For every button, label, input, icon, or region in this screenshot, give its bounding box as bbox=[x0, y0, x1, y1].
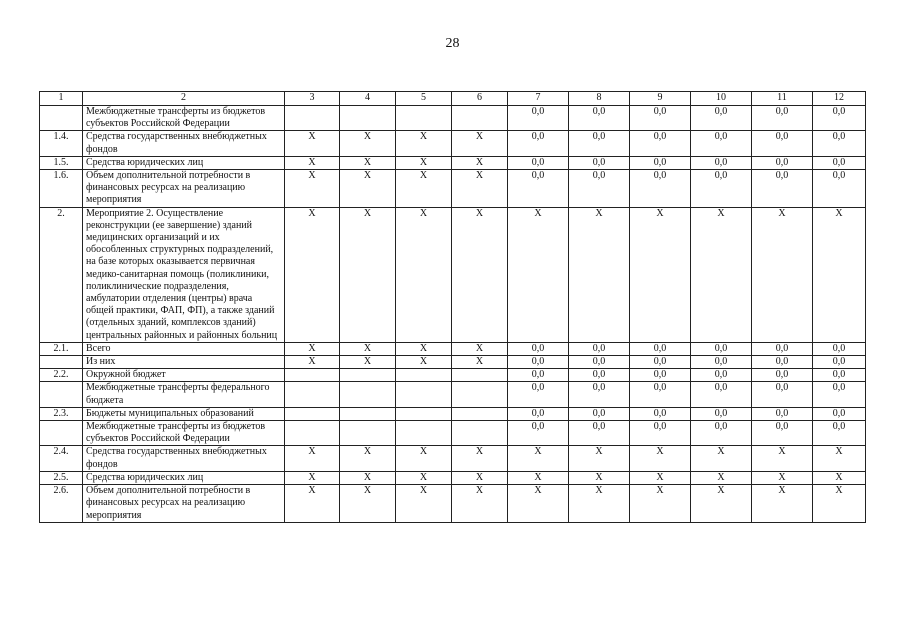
value-cell: Х bbox=[508, 207, 569, 342]
row-name-cell: Всего bbox=[83, 342, 285, 355]
value-cell: 0,0 bbox=[569, 382, 630, 407]
value-cell: Х bbox=[569, 446, 630, 471]
value-cell: 0,0 bbox=[508, 342, 569, 355]
value-cell: Х bbox=[813, 471, 866, 484]
value-cell: 0,0 bbox=[813, 106, 866, 131]
value-cell: Х bbox=[813, 446, 866, 471]
value-cell: 0,0 bbox=[813, 342, 866, 355]
row-name-cell: Средства государственных внебюджетных фондов bbox=[83, 131, 285, 156]
value-cell: 0,0 bbox=[508, 369, 569, 382]
value-cell: 0,0 bbox=[508, 356, 569, 369]
value-cell: Х bbox=[508, 471, 569, 484]
value-cell: 0,0 bbox=[508, 382, 569, 407]
value-cell: 0,0 bbox=[813, 407, 866, 420]
value-cell: 0,0 bbox=[752, 382, 813, 407]
value-cell: Х bbox=[340, 485, 396, 523]
value-cell: 0,0 bbox=[569, 342, 630, 355]
value-cell: 0,0 bbox=[813, 382, 866, 407]
value-cell: Х bbox=[752, 446, 813, 471]
row-name-cell: Межбюджетные трансферты федерального бюджета bbox=[83, 382, 285, 407]
table-row bbox=[40, 156, 866, 169]
value-cell bbox=[340, 369, 396, 382]
value-cell: 0,0 bbox=[691, 356, 752, 369]
value-cell bbox=[396, 106, 452, 131]
value-cell: Х bbox=[340, 471, 396, 484]
value-cell: Х bbox=[508, 446, 569, 471]
row-number-cell bbox=[40, 382, 83, 407]
value-cell: Х bbox=[285, 485, 340, 523]
value-cell: Х bbox=[396, 207, 452, 342]
value-cell bbox=[452, 106, 508, 131]
value-cell bbox=[285, 369, 340, 382]
value-cell: 0,0 bbox=[630, 369, 691, 382]
value-cell: 0,0 bbox=[752, 131, 813, 156]
value-cell: 0,0 bbox=[630, 356, 691, 369]
column-header: 10 bbox=[691, 92, 752, 106]
column-header: 12 bbox=[813, 92, 866, 106]
value-cell: Х bbox=[452, 342, 508, 355]
value-cell: 0,0 bbox=[752, 369, 813, 382]
value-cell: 0,0 bbox=[813, 156, 866, 169]
value-cell: Х bbox=[813, 485, 866, 523]
value-cell: Х bbox=[285, 471, 340, 484]
value-cell: Х bbox=[285, 170, 340, 208]
value-cell: 0,0 bbox=[569, 356, 630, 369]
table-row bbox=[40, 382, 866, 407]
value-cell: 0,0 bbox=[569, 131, 630, 156]
value-cell: Х bbox=[396, 342, 452, 355]
table-body bbox=[40, 106, 866, 523]
value-cell: 0,0 bbox=[691, 342, 752, 355]
value-cell: 0,0 bbox=[691, 156, 752, 169]
value-cell bbox=[452, 421, 508, 446]
value-cell: Х bbox=[691, 485, 752, 523]
value-cell: Х bbox=[396, 131, 452, 156]
table-row bbox=[40, 131, 866, 156]
value-cell: 0,0 bbox=[813, 369, 866, 382]
row-name-cell: Бюджеты муниципальных образований bbox=[83, 407, 285, 420]
value-cell: Х bbox=[752, 485, 813, 523]
value-cell: Х bbox=[630, 485, 691, 523]
value-cell: Х bbox=[452, 170, 508, 208]
value-cell: Х bbox=[340, 207, 396, 342]
value-cell: Х bbox=[396, 156, 452, 169]
value-cell: 0,0 bbox=[691, 421, 752, 446]
header-row bbox=[40, 92, 866, 106]
value-cell: Х bbox=[285, 356, 340, 369]
column-header: 9 bbox=[630, 92, 691, 106]
value-cell bbox=[285, 421, 340, 446]
value-cell: 0,0 bbox=[691, 170, 752, 208]
value-cell bbox=[340, 407, 396, 420]
value-cell bbox=[396, 421, 452, 446]
value-cell: 0,0 bbox=[752, 356, 813, 369]
table-row bbox=[40, 356, 866, 369]
value-cell: 0,0 bbox=[569, 156, 630, 169]
table-row bbox=[40, 407, 866, 420]
value-cell: Х bbox=[452, 471, 508, 484]
value-cell: Х bbox=[396, 471, 452, 484]
value-cell: 0,0 bbox=[569, 170, 630, 208]
value-cell bbox=[452, 382, 508, 407]
row-name-cell: Межбюджетные трансферты из бюджетов субъектов Российской Федерации bbox=[83, 106, 285, 131]
value-cell: Х bbox=[813, 207, 866, 342]
value-cell: Х bbox=[691, 446, 752, 471]
row-name-cell: Межбюджетные трансферты из бюджетов субъектов Российской Федерации bbox=[83, 421, 285, 446]
value-cell: 0,0 bbox=[569, 106, 630, 131]
table-row bbox=[40, 342, 866, 355]
value-cell: 0,0 bbox=[691, 369, 752, 382]
row-name-cell: Мероприятие 2. Осуществление реконструкции (ее завершение) зданий медицинских организаций и их обособленных структурных подразделений, на базе которых оказывается первичная медико-санитарная помощь (поликлиники, поликлинические подразделения, амбулатории отделения (центры) врача общей практики, ФАП, ФП), а также зданий (отдельных зданий, комплексов зданий) центральных районных и районных больниц bbox=[83, 207, 285, 342]
column-header: 5 bbox=[396, 92, 452, 106]
column-header: 4 bbox=[340, 92, 396, 106]
value-cell: Х bbox=[569, 485, 630, 523]
row-number-cell: 2. bbox=[40, 207, 83, 342]
row-number-cell: 2.1. bbox=[40, 342, 83, 355]
value-cell: 0,0 bbox=[813, 421, 866, 446]
value-cell: 0,0 bbox=[508, 421, 569, 446]
table-row bbox=[40, 106, 866, 131]
value-cell: Х bbox=[285, 342, 340, 355]
row-name-cell: Объем дополнительной потребности в финансовых ресурсах на реализацию мероприятия bbox=[83, 170, 285, 208]
row-number-cell bbox=[40, 106, 83, 131]
value-cell: 0,0 bbox=[691, 407, 752, 420]
row-name-cell: Объем дополнительной потребности в финансовых ресурсах на реализацию мероприятия bbox=[83, 485, 285, 523]
value-cell bbox=[340, 382, 396, 407]
value-cell: Х bbox=[452, 156, 508, 169]
value-cell: 0,0 bbox=[569, 407, 630, 420]
table-header bbox=[40, 92, 866, 106]
value-cell: Х bbox=[691, 207, 752, 342]
value-cell: 0,0 bbox=[569, 369, 630, 382]
table-row bbox=[40, 446, 866, 471]
value-cell: 0,0 bbox=[630, 131, 691, 156]
value-cell bbox=[285, 106, 340, 131]
value-cell bbox=[396, 382, 452, 407]
value-cell: 0,0 bbox=[508, 170, 569, 208]
row-name-cell: Средства юридических лиц bbox=[83, 156, 285, 169]
value-cell bbox=[452, 369, 508, 382]
value-cell: Х bbox=[752, 207, 813, 342]
value-cell: 0,0 bbox=[630, 382, 691, 407]
row-name-cell: Из них bbox=[83, 356, 285, 369]
row-number-cell: 1.5. bbox=[40, 156, 83, 169]
value-cell: 0,0 bbox=[752, 170, 813, 208]
value-cell: Х bbox=[340, 156, 396, 169]
value-cell: 0,0 bbox=[813, 170, 866, 208]
value-cell: Х bbox=[396, 485, 452, 523]
value-cell: 0,0 bbox=[752, 342, 813, 355]
value-cell: 0,0 bbox=[569, 421, 630, 446]
value-cell bbox=[396, 407, 452, 420]
row-number-cell: 2.5. bbox=[40, 471, 83, 484]
column-header: 3 bbox=[285, 92, 340, 106]
table-row bbox=[40, 485, 866, 523]
value-cell bbox=[285, 407, 340, 420]
row-number-cell: 2.2. bbox=[40, 369, 83, 382]
value-cell: 0,0 bbox=[630, 407, 691, 420]
column-header: 8 bbox=[569, 92, 630, 106]
value-cell: Х bbox=[285, 446, 340, 471]
value-cell: Х bbox=[285, 156, 340, 169]
value-cell: 0,0 bbox=[508, 106, 569, 131]
row-number-cell bbox=[40, 421, 83, 446]
column-header: 7 bbox=[508, 92, 569, 106]
row-name-cell: Средства государственных внебюджетных фондов bbox=[83, 446, 285, 471]
table-row bbox=[40, 207, 866, 342]
value-cell bbox=[396, 369, 452, 382]
value-cell: Х bbox=[340, 170, 396, 208]
value-cell: 0,0 bbox=[691, 131, 752, 156]
value-cell: Х bbox=[396, 170, 452, 208]
row-number-cell: 1.4. bbox=[40, 131, 83, 156]
value-cell: Х bbox=[452, 485, 508, 523]
column-header: 6 bbox=[452, 92, 508, 106]
value-cell: Х bbox=[396, 446, 452, 471]
value-cell: 0,0 bbox=[752, 106, 813, 131]
value-cell bbox=[340, 421, 396, 446]
value-cell: 0,0 bbox=[691, 106, 752, 131]
row-number-cell: 2.3. bbox=[40, 407, 83, 420]
value-cell: Х bbox=[630, 446, 691, 471]
column-header: 1 bbox=[40, 92, 83, 106]
value-cell: 0,0 bbox=[508, 131, 569, 156]
value-cell: Х bbox=[569, 207, 630, 342]
row-name-cell: Средства юридических лиц bbox=[83, 471, 285, 484]
value-cell: 0,0 bbox=[630, 156, 691, 169]
value-cell bbox=[285, 382, 340, 407]
page-number: 28 bbox=[445, 36, 460, 51]
value-cell: Х bbox=[340, 446, 396, 471]
value-cell bbox=[452, 407, 508, 420]
row-number-cell: 2.4. bbox=[40, 446, 83, 471]
value-cell: 0,0 bbox=[508, 407, 569, 420]
value-cell: 0,0 bbox=[630, 106, 691, 131]
value-cell: Х bbox=[285, 207, 340, 342]
value-cell: Х bbox=[752, 471, 813, 484]
table-row bbox=[40, 369, 866, 382]
value-cell: 0,0 bbox=[752, 156, 813, 169]
value-cell: Х bbox=[691, 471, 752, 484]
table-row bbox=[40, 421, 866, 446]
value-cell: Х bbox=[569, 471, 630, 484]
value-cell: Х bbox=[452, 356, 508, 369]
value-cell: Х bbox=[340, 131, 396, 156]
column-header: 11 bbox=[752, 92, 813, 106]
value-cell: 0,0 bbox=[691, 382, 752, 407]
value-cell: 0,0 bbox=[813, 356, 866, 369]
value-cell: Х bbox=[452, 131, 508, 156]
value-cell: 0,0 bbox=[630, 342, 691, 355]
value-cell: Х bbox=[630, 207, 691, 342]
value-cell: 0,0 bbox=[630, 170, 691, 208]
table-row bbox=[40, 170, 866, 208]
value-cell: Х bbox=[508, 485, 569, 523]
row-number-cell: 2.6. bbox=[40, 485, 83, 523]
value-cell: Х bbox=[340, 342, 396, 355]
value-cell bbox=[340, 106, 396, 131]
value-cell: 0,0 bbox=[508, 156, 569, 169]
value-cell: 0,0 bbox=[752, 407, 813, 420]
value-cell: Х bbox=[452, 207, 508, 342]
row-name-cell: Окружной бюджет bbox=[83, 369, 285, 382]
value-cell: 0,0 bbox=[630, 421, 691, 446]
value-cell: Х bbox=[285, 131, 340, 156]
value-cell: Х bbox=[340, 356, 396, 369]
table-row bbox=[40, 471, 866, 484]
value-cell: Х bbox=[452, 446, 508, 471]
column-header: 2 bbox=[83, 92, 285, 106]
value-cell: Х bbox=[396, 356, 452, 369]
financing-table bbox=[39, 91, 866, 523]
value-cell: 0,0 bbox=[813, 131, 866, 156]
value-cell: Х bbox=[630, 471, 691, 484]
row-number-cell: 1.6. bbox=[40, 170, 83, 208]
value-cell: 0,0 bbox=[752, 421, 813, 446]
row-number-cell bbox=[40, 356, 83, 369]
